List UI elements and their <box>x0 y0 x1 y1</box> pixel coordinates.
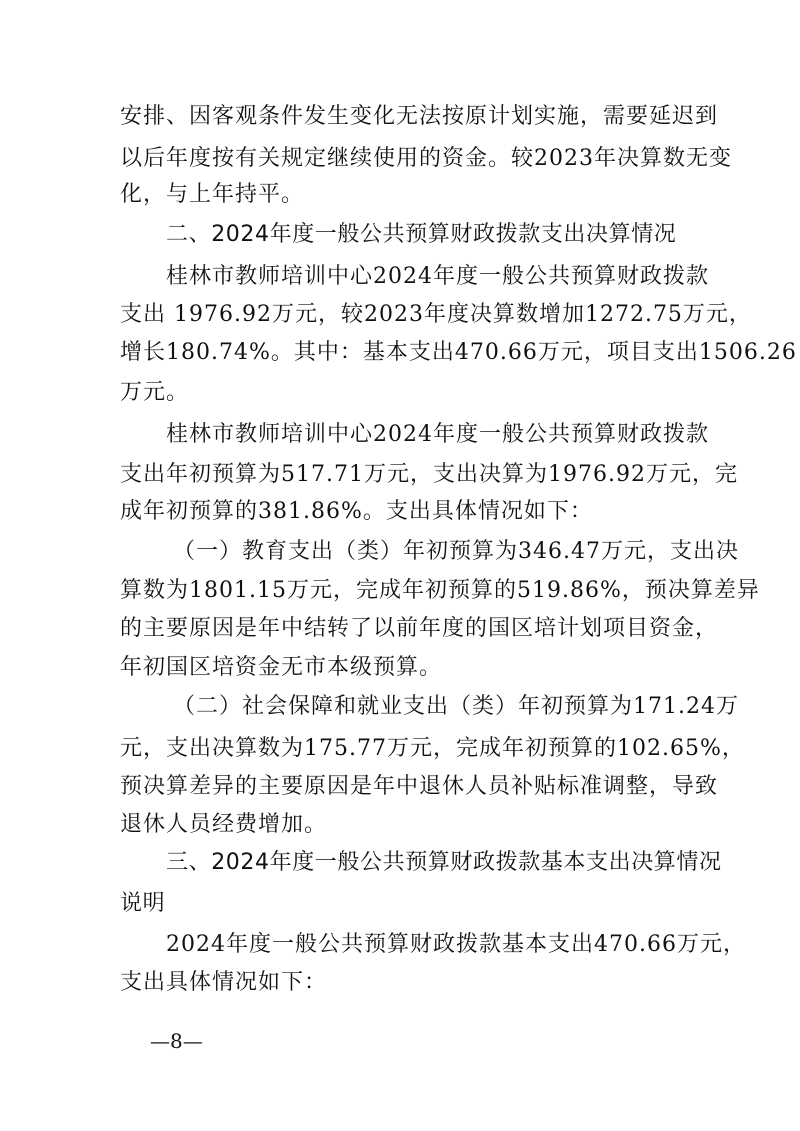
paragraph-line: 支出 1976.92万元，较2023年度决算数增加1272.75万元， <box>120 302 752 327</box>
paragraph-line: 万元。 <box>120 380 190 405</box>
paragraph-line: 成年初预算的381.86%。支出具体情况如下： <box>120 499 593 524</box>
paragraph-line: 支出年初预算为517.71万元，支出决算为1976.92万元，完 <box>120 462 738 487</box>
page-number: —8— <box>150 1029 203 1053</box>
list-item-line: 预决算差异的主要原因是年中退休人员补贴标准调整，导致 <box>120 774 719 799</box>
list-item-line: 的主要原因是年中结转了以前年度的国区培计划项目资金， <box>120 616 719 641</box>
section-heading-3: 三、2024年度一般公共预算财政拨款基本支出决算情况 <box>166 850 722 875</box>
list-item-line: 年初国区培资金无市本级预算。 <box>120 655 443 680</box>
paragraph-line: 2024年度一般公共预算财政拨款基本支出470.66万元， <box>166 932 746 957</box>
paragraph-line: 以后年度按有关规定继续使用的资金。较2023年决算数无变 <box>120 146 732 171</box>
list-item-line: （二）社会保障和就业支出（类）年初预算为171.24万 <box>173 694 739 719</box>
paragraph-line: 化，与上年持平。 <box>120 182 305 207</box>
list-item-line: （一）教育支出（类）年初预算为346.47万元，支出决 <box>173 539 739 564</box>
paragraph-line: 增长180.74%。其中：基本支出470.66万元，项目支出1506.26 <box>120 340 797 365</box>
paragraph-line: 安排、因客观条件发生变化无法按原计划实施，需要延迟到 <box>120 104 719 129</box>
section-heading-3-cont: 说明 <box>120 891 166 916</box>
paragraph-line: 桂林市教师培训中心2024年度一般公共预算财政拨款 <box>166 422 709 447</box>
section-heading-2: 二、2024年度一般公共预算财政拨款支出决算情况 <box>166 222 677 247</box>
list-item-line: 退休人员经费增加。 <box>120 812 328 837</box>
paragraph-line: 桂林市教师培训中心2024年度一般公共预算财政拨款 <box>166 264 709 289</box>
list-item-line: 元，支出决算数为175.77万元，完成年初预算的102.65%， <box>120 736 745 761</box>
paragraph-line: 支出具体情况如下： <box>120 970 328 995</box>
list-item-line: 算数为1801.15万元，完成年初预算的519.86%，预决算差异 <box>120 578 760 603</box>
